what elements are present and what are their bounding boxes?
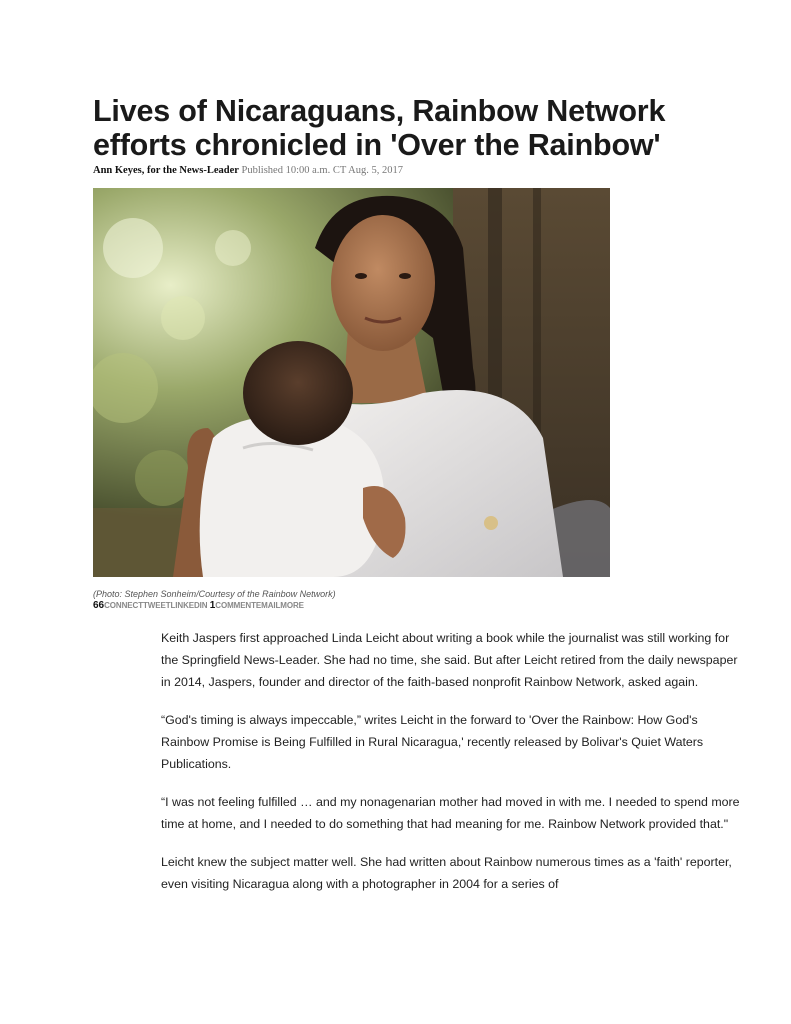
share-links[interactable]: CONNECTTWEETLINKEDIN xyxy=(104,601,208,610)
share-count: 66 xyxy=(93,600,105,611)
paragraph-1: Keith Jaspers first approached Linda Leicht about writing a book while the journalist was still working for the Springfield News-Leader. She had no time, she said. But after Leicht retired from the daily newspaper in 2014, Jaspers, founder and director of the faith-based nonprofit Rainbow Network, asked again. xyxy=(161,631,738,689)
share-bar xyxy=(93,601,304,611)
paragraph-3: “I was not feeling fulfilled … and my nonagenarian mother had moved in with me. I needed to spend more time at home, and I needed to do something that had meaning for me. Rainbow Network provided that." xyxy=(161,795,740,831)
headline-line-2: efforts chronicled in 'Over the Rainbow' xyxy=(93,128,661,162)
paragraph-2: “God's timing is always impeccable,” writes Leicht in the forward to 'Over the Rainbow: How God's Rainbow Promise is Being Fulfilled in Rural Nicaragua,' recently released by Bolivar's Quiet Waters Publications. xyxy=(161,713,704,771)
publish-date: Published 10:00 a.m. CT Aug. 5, 2017 xyxy=(241,165,403,176)
article-headline xyxy=(93,94,733,162)
byline xyxy=(93,165,403,177)
photo-caption: (Photo: Stephen Sonheim/Courtesy of the Rainbow Network) xyxy=(93,589,336,599)
comment-count: 1 xyxy=(209,600,216,611)
headline-line-1: Lives of Nicaraguans, Rainbow Network xyxy=(93,94,666,128)
article-photo[interactable] xyxy=(93,188,610,577)
comment-links[interactable]: COMMENTEMAILMORE xyxy=(215,601,304,610)
article-body xyxy=(161,627,741,911)
mother-and-baby-photo xyxy=(93,188,610,577)
paragraph-4: Leicht knew the subject matter well. She had written about Rainbow numerous times as a 'faith' reporter, even visiting Nicaragua along with a photographer in 2004 for a series of xyxy=(161,855,732,891)
author-name[interactable]: Ann Keyes, for the News-Leader xyxy=(93,165,239,176)
